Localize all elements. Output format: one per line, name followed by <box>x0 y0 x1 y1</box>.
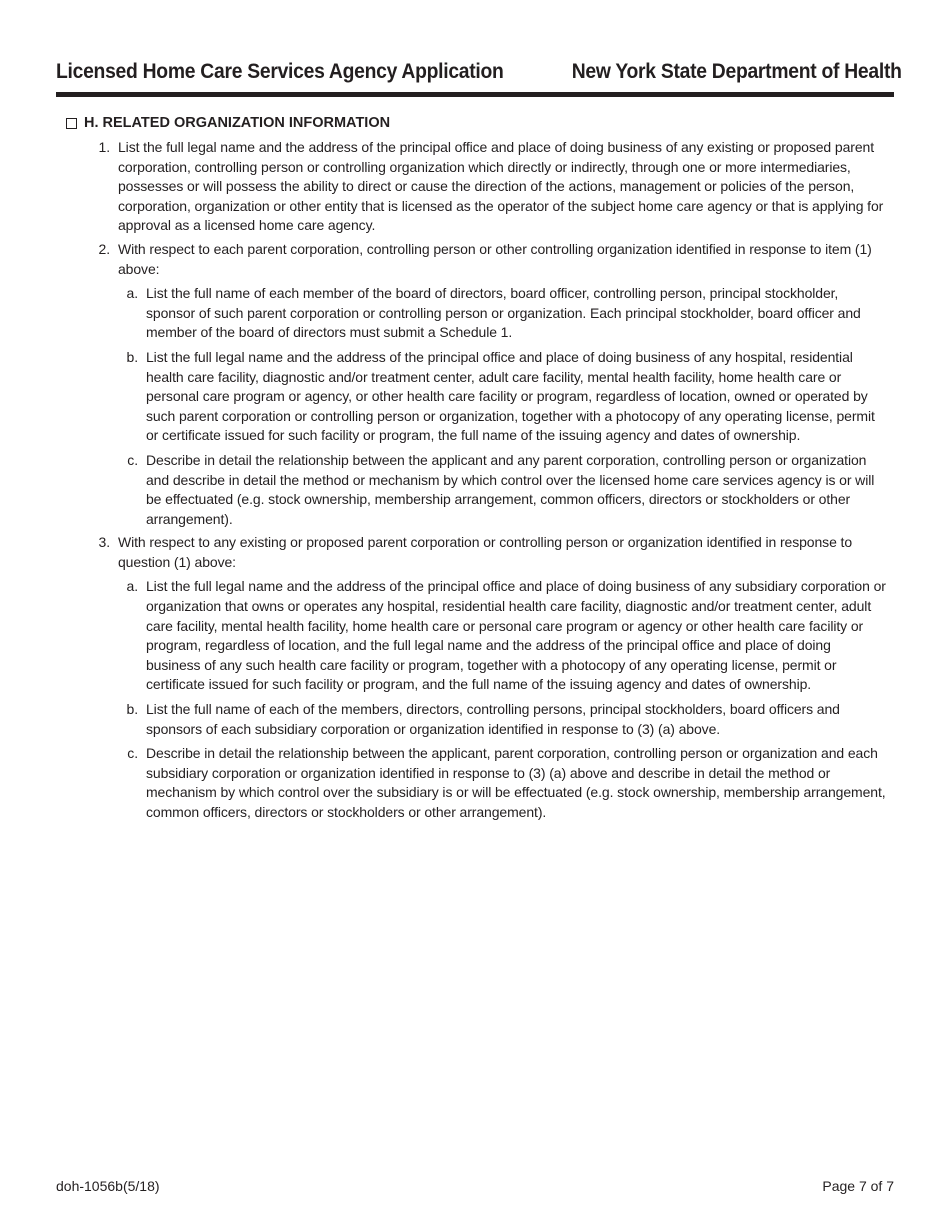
sub-item-letter: a. <box>126 578 138 595</box>
sub-list <box>118 577 888 822</box>
item-number: 1. <box>98 139 110 155</box>
sub-item-letter: a. <box>126 285 138 302</box>
page-header <box>56 60 902 84</box>
header-rule <box>56 92 894 97</box>
section-heading-text: H. RELATED ORGANIZATION INFORMATION <box>84 115 391 131</box>
item-number: 2. <box>98 240 110 257</box>
page-number: Page 7 of 7 <box>822 1178 894 1194</box>
sub-item-text: List the full legal name and the address of the principal office and place of doing business of any hospital, residential health care facility, diagnostic and/or treatment center, adult care facility, mental health facility, home health care or personal care program or agency, or other health care facility or program, regardless of location, owned or operated by such parent corporation or controlling person or organization, together with a photocopy of any operating license, permit or certificate issued for such facility or program, the full name of the issuing agency and dates of ownership. <box>146 348 875 444</box>
item-text: With respect to each parent corporation, controlling person or other controlling organization identified in response to item (1) above: <box>118 240 872 277</box>
sub-item <box>118 744 888 822</box>
sub-item <box>118 451 888 529</box>
sub-item <box>118 348 888 446</box>
sub-item <box>118 284 888 343</box>
sub-item-text: List the full name of each of the members, directors, controlling persons, principal stockholders, board officers and sponsors of each subsidiary corporation or organization identified in response to (3) (a) above. <box>146 701 840 737</box>
sub-item-letter: b. <box>126 348 138 365</box>
sub-item-letter: b. <box>126 701 138 718</box>
sub-item-letter: c. <box>127 451 138 468</box>
sub-item-text: List the full legal name and the address of the principal office and place of doing business of any subsidiary corporation or organization that owns or operates any hospital, residential health care facility, diagnostic and/or treatment center, adult care facility, mental health facility, home health care or personal care program or agency or other health care facility or program, regardless of location, and the full legal name and the address of the principal office and place of doing business of any such health care facility or program, together with a photocopy of any operating license, permit or certificate issued for such facility or program, and the full name of the issuing agency and dates of ownership. <box>146 578 886 693</box>
list-item <box>66 240 888 279</box>
section-heading <box>66 114 888 133</box>
application-title: Licensed Home Care Services Agency Application <box>56 60 504 83</box>
related-organization-section <box>66 114 888 827</box>
sub-item <box>118 700 888 739</box>
sub-item-text: Describe in detail the relationship between the applicant and any parent corporation, controlling person or organization and describe in detail the method or mechanism by which control over the licensed home care services agency is or will be effectuated (e.g. stock ownership, membership arrangement, common officers, directors or stockholders or other arrangement). <box>146 451 875 527</box>
sub-item <box>118 577 888 695</box>
sub-item-letter: c. <box>127 745 138 762</box>
sub-list <box>118 284 888 529</box>
list-item <box>66 533 888 572</box>
form-number: doh-1056b(5/18) <box>56 1178 160 1194</box>
sub-item-text: Describe in detail the relationship between the applicant, parent corporation, controlling person or organization and each subsidiary corporation or organization identified in response to (3) (a) above and describe in detail the method or mechanism by which control over the subsidiary is or will be effectuated (e.g. stock ownership, membership arrangement, common officers, directors or stockholders or other arrangement). <box>146 745 886 820</box>
item-text: With respect to any existing or proposed parent corporation or controlling person or organization identified in response to question (1) above: <box>118 534 853 570</box>
item-number: 3. <box>98 534 110 551</box>
list-item <box>66 138 888 236</box>
sub-item-text: List the full name of each member of the board of directors, board officer, controlling person, principal stockholder, sponsor of such parent corporation or controlling person or organization. Each principal stockholder, board officer and member of the board of directors must submit a Schedule 1. <box>146 285 861 341</box>
section-checkbox[interactable] <box>66 118 77 129</box>
item-text: List the full legal name and the address of the principal office and place of doing business of any existing or proposed parent corporation, controlling person or controlling organization which directly or indirectly, through one or more intermediaries, possesses or will possess the ability to direct or cause the direction of the actions, management or policies of the person, corporation, organization or other entity that is licensed as the operator of the subject home care agency or that is applying for approval as a licensed home care agency. <box>118 139 884 234</box>
department-name: New York State Department of Health <box>571 60 902 83</box>
